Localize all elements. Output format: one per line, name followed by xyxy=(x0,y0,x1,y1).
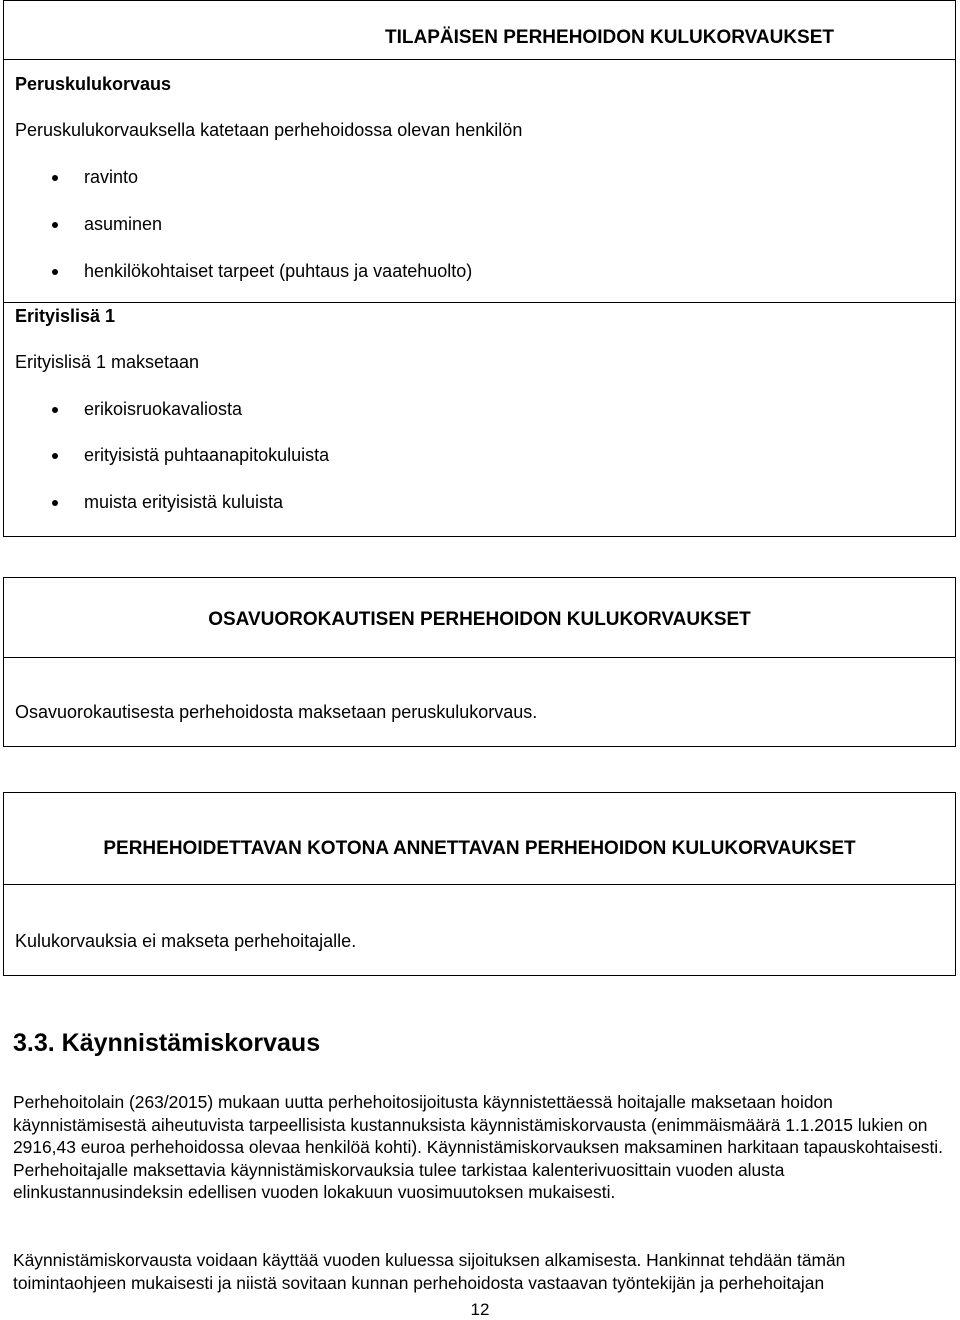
partial-day-care-box xyxy=(3,577,956,747)
list-item: erityisistä puhtaanapitokuluista xyxy=(84,445,330,465)
list-item: ravinto xyxy=(84,167,139,187)
divider xyxy=(4,302,955,303)
temporary-care-box xyxy=(3,0,956,537)
bullet-icon xyxy=(52,175,58,181)
list-item: henkilökohtaiset tarpeet (puhtaus ja vaatehuolto) xyxy=(84,261,473,281)
divider xyxy=(4,59,955,60)
list-item: asuminen xyxy=(84,214,163,234)
bullet-icon xyxy=(52,222,58,228)
bullet-icon xyxy=(52,269,58,275)
paragraph: Perhehoitolain (263/2015) mukaan uutta perhehoitosijoitusta käynnistettäessä hoitajalle maksetaan hoidon käynnistämisestä aiheutuvista tarpeellisista kustannuksista käynnistämiskorvausta (enimmäismäärä 1.1.2015 lukien on 2916,43 euroa perhehoidossa olevaa henkilöä kohti). Käynnistämiskorvauksen maksaminen harkitaan tapauskohtaisesti. Perhehoitajalle maksettavia käynnistämiskorvauksia tulee tarkistaa kalenterivuosittain vuoden alusta elinkustannusindeksin edellisen vuoden lokakuun vuosimuutoksen mukaisesti. xyxy=(13,1092,943,1202)
section-intro-basic: Peruskulukorvauksella katetaan perhehoidossa olevan henkilön xyxy=(15,120,523,140)
box-title: OSAVUOROKAUTISEN PERHEHOIDON KULUKORVAUKSET xyxy=(208,609,751,630)
section-heading-extra: Erityislisä 1 xyxy=(15,306,116,326)
list-item: muista erityisistä kuluista xyxy=(84,492,284,512)
bullet-icon xyxy=(52,453,58,459)
list-item: erikoisruokavaliosta xyxy=(84,399,243,419)
box-title: TILAPÄISEN PERHEHOIDON KULUKORVAUKSET xyxy=(385,27,834,48)
paragraph: Käynnistämiskorvausta voidaan käyttää vuoden kuluessa sijoituksen alkamisesta. Hankinnat tehdään tämän toimintaohjeen mukaisesti ja niistä sovitaan kunnan perhehoidosta vastaavan työntekijän ja perhehoitajan xyxy=(13,1250,846,1293)
section-intro-extra: Erityislisä 1 maksetaan xyxy=(15,352,200,372)
box-text: Osavuorokautisesta perhehoidosta maksetaan peruskulukorvaus. xyxy=(15,702,538,722)
bullet-icon xyxy=(52,407,58,413)
home-care-box xyxy=(3,792,956,976)
bullet-icon xyxy=(52,500,58,506)
divider xyxy=(4,884,955,885)
page-number: 12 xyxy=(470,1300,490,1319)
divider xyxy=(4,657,955,658)
box-title: PERHEHOIDETTAVAN KOTONA ANNETTAVAN PERHEHOIDON KULUKORVAUKSET xyxy=(103,838,856,859)
box-text: Kulukorvauksia ei makseta perhehoitajalle. xyxy=(15,931,357,951)
section-title: 3.3. Käynnistämiskorvaus xyxy=(13,1029,321,1057)
section-heading-basic: Peruskulukorvaus xyxy=(15,74,172,94)
